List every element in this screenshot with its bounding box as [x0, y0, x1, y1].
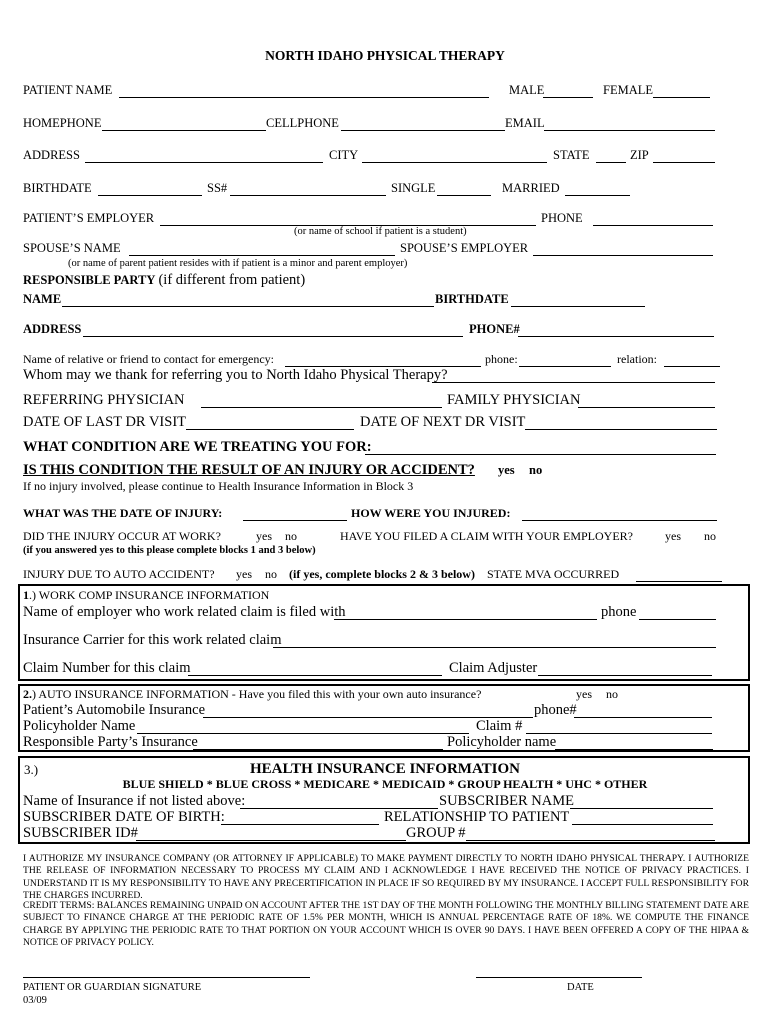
signature-label: PATIENT OR GUARDIAN SIGNATURE — [23, 982, 202, 993]
ss-label: SS# — [207, 181, 228, 195]
ss-field[interactable] — [230, 181, 386, 196]
last-visit-field[interactable] — [186, 415, 354, 430]
block1-claim-number-label: Claim Number for this claim — [23, 660, 191, 676]
spouse-note: (or name of parent patient resides with if patient is a minor and parent employer) — [68, 258, 408, 269]
block3-relationship-field[interactable] — [572, 810, 713, 825]
block2-phone-label: phone# — [534, 702, 577, 718]
block3-relationship-label: RELATIONSHIP TO PATIENT — [384, 809, 570, 825]
block2-number: 2. — [23, 687, 32, 701]
address-label: ADDRESS — [23, 148, 80, 162]
referral-field[interactable] — [432, 368, 715, 383]
employer-label: PATIENT’S EMPLOYER — [23, 211, 155, 225]
block2-policyholder-name-label: Policyholder name — [447, 734, 557, 750]
employer-phone-label: PHONE — [541, 211, 583, 225]
relative-phone-label: phone: — [485, 352, 518, 366]
responsible-phone-label: PHONE# — [469, 322, 520, 336]
patient-name-field[interactable] — [119, 83, 489, 98]
married-field[interactable] — [565, 181, 630, 196]
homephone-field[interactable] — [102, 116, 266, 131]
single-label: SINGLE — [391, 181, 436, 195]
date-line[interactable] — [476, 963, 642, 978]
responsible-name-label: NAME — [23, 292, 62, 306]
form-title: NORTH IDAHO PHYSICAL THERAPY — [265, 48, 505, 63]
block2-heading — [23, 687, 481, 702]
city-label: CITY — [329, 148, 359, 162]
block2-claim-label: Claim # — [476, 718, 523, 734]
block1-phone-field[interactable] — [639, 605, 716, 620]
claim-filed-label: HAVE YOU FILED A CLAIM WITH YOUR EMPLOYER? — [340, 529, 633, 543]
at-work-yes[interactable]: yes — [256, 529, 272, 543]
block3-subscriber-name-label: SUBSCRIBER NAME — [439, 793, 574, 809]
block2-policyholder-name-field[interactable] — [555, 735, 713, 750]
block3-insurance-name-label: Name of Insurance if not listed above: — [23, 793, 246, 809]
block2-responsible-field[interactable] — [193, 735, 443, 750]
injury-date-field[interactable] — [243, 506, 347, 521]
employer-note: (or name of school if patient is a student) — [294, 226, 467, 237]
birthdate-label: BIRTHDATE — [23, 181, 92, 195]
cellphone-label: CELLPHONE — [266, 116, 339, 130]
zip-label: ZIP — [630, 148, 649, 162]
block2-auto-insurance-label: Patient’s Automobile Insurance — [23, 702, 206, 718]
address-field[interactable] — [85, 148, 323, 163]
city-field[interactable] — [362, 148, 547, 163]
email-label: EMAIL — [505, 116, 545, 130]
block1-heading-text: .) WORK COMP INSURANCE INFORMATION — [29, 588, 270, 602]
block3-subscriber-id-label: SUBSCRIBER ID# — [23, 825, 138, 841]
block3-number: 3.) — [24, 762, 39, 777]
spouse-employer-label: SPOUSE’S EMPLOYER — [400, 241, 529, 255]
block1-phone-label: phone — [601, 604, 637, 620]
responsible-birthdate-label: BIRTHDATE — [435, 292, 509, 306]
block2-claim-field[interactable] — [526, 719, 712, 734]
block1-employer-label: Name of employer who work related claim is filed with — [23, 604, 346, 620]
email-field[interactable] — [544, 116, 715, 131]
block3-subscriber-name-field[interactable] — [570, 794, 713, 809]
family-physician-label: FAMILY PHYSICIAN — [447, 392, 581, 408]
injury-date-label: WHAT WAS THE DATE OF INJURY: — [23, 506, 223, 520]
relative-label: Name of relative or friend to contact for emergency: — [23, 352, 274, 366]
responsible-heading-text: RESPONSIBLE PARTY — [23, 273, 156, 287]
responsible-phone-field[interactable] — [518, 322, 714, 337]
auto-label: INJURY DUE TO AUTO ACCIDENT? — [23, 567, 215, 581]
single-field[interactable] — [437, 181, 491, 196]
state-field[interactable] — [596, 148, 626, 163]
responsible-heading-note: (if different from patient) — [158, 272, 306, 288]
date-label: DATE — [567, 982, 594, 993]
block3-insurance-name-field[interactable] — [240, 794, 438, 809]
female-label: FEMALE — [603, 83, 653, 97]
at-work-label: DID THE INJURY OCCUR AT WORK? — [23, 529, 221, 543]
block2-policyholder-field[interactable] — [137, 719, 469, 734]
how-injured-label: HOW WERE YOU INJURED: — [351, 506, 511, 520]
block3-group-field[interactable] — [466, 826, 715, 841]
family-physician-field[interactable] — [578, 393, 715, 408]
block2-policyholder-label: Policyholder Name — [23, 718, 136, 734]
relative-phone-field[interactable] — [519, 352, 611, 367]
revision-label: 03/09 — [23, 995, 47, 1006]
block2-responsible-label: Responsible Party’s Insurance — [23, 734, 198, 750]
block1-adjuster-label: Claim Adjuster — [449, 660, 538, 676]
responsible-address-field[interactable] — [83, 322, 463, 337]
signature-line[interactable] — [23, 963, 310, 978]
block2-phone-field[interactable] — [574, 703, 712, 718]
last-visit-label: DATE OF LAST DR VISIT — [23, 414, 187, 430]
homephone-label: HOMEPHONE — [23, 116, 102, 130]
injury-no[interactable]: no — [529, 463, 543, 477]
cellphone-field[interactable] — [341, 116, 505, 131]
injury-yes[interactable]: yes — [498, 463, 515, 477]
how-injured-field[interactable] — [522, 506, 717, 521]
block3-subscriber-id-field[interactable] — [136, 826, 406, 841]
claim-filed-yes[interactable]: yes — [665, 529, 681, 543]
mva-field[interactable] — [636, 567, 722, 582]
block3-group-label: GROUP # — [406, 825, 466, 841]
male-field[interactable] — [543, 83, 593, 98]
auto-no[interactable]: no — [265, 567, 277, 581]
block3-subscriber-dob-label: SUBSCRIBER DATE OF BIRTH: — [23, 809, 225, 825]
next-visit-field[interactable] — [525, 415, 717, 430]
mva-label: STATE MVA OCCURRED — [487, 567, 620, 581]
block1-adjuster-field[interactable] — [538, 661, 712, 676]
treating-label: WHAT CONDITION ARE WE TREATING YOU FOR: — [23, 439, 372, 455]
block2-heading-text: ) AUTO INSURANCE INFORMATION - Have you filed this with your own auto insurance? — [32, 687, 482, 701]
block1-claim-number-field[interactable] — [188, 661, 442, 676]
responsible-birthdate-field[interactable] — [511, 292, 645, 307]
referring-physician-label: REFERRING PHYSICIAN — [23, 392, 185, 408]
claim-filed-no[interactable]: no — [704, 529, 716, 543]
employer-field[interactable] — [160, 211, 536, 226]
block1-carrier-field[interactable] — [273, 633, 716, 648]
block3-subscriber-dob-field[interactable] — [221, 810, 379, 825]
at-work-no[interactable]: no — [285, 529, 297, 543]
referring-physician-field[interactable] — [201, 393, 442, 408]
block2-auto-insurance-field[interactable] — [203, 703, 533, 718]
spouse-name-field[interactable] — [129, 241, 395, 256]
responsible-heading — [23, 273, 305, 288]
female-field[interactable] — [653, 83, 710, 98]
married-label: MARRIED — [502, 181, 560, 195]
zip-field[interactable] — [653, 148, 715, 163]
block1-heading — [23, 588, 269, 603]
block3-carriers: BLUE SHIELD * BLUE CROSS * MEDICARE * MEDICAID * GROUP HEALTH * UHC * OTHER — [122, 777, 648, 791]
block2-yes[interactable]: yes — [576, 687, 592, 701]
birthdate-field[interactable] — [98, 181, 202, 196]
authorization-paragraph: I AUTHORIZE MY INSURANCE COMPANY (OR ATTORNEY IF APPLICABLE) TO MAKE PAYMENT DIRECTLY TO NORTH IDAHO PHYSICAL THERAPY. I AUTHORIZE THE RELEASE OF INFORMATION NECESSARY TO PROCESS MY CLAIM AND I ACKNOWLEDGE I HAVE RECEIVED THE NOTICE OF PRIVACY PRACTICES. I UNDERSTAND IT IS MY RESPONSIBILITY TO HAVE ANY PRECERTIFICATION IN PLACE IF SO REQUIRED BY MY INSURANCE. I ACCEPT FULL RESPONSIBILITY FOR THE CHARGES INCURRED. — [23, 853, 749, 902]
work-note: (if you answered yes to this please complete blocks 1 and 3 below) — [23, 545, 316, 556]
auto-yes[interactable]: yes — [236, 567, 252, 581]
next-visit-label: DATE OF NEXT DR VISIT — [360, 414, 526, 430]
block1-number: 1 — [23, 588, 29, 602]
male-label: MALE — [509, 83, 545, 97]
credit-terms-paragraph: CREDIT TERMS: BALANCES REMAINING UNPAID ON ACCOUNT AFTER THE 1ST DAY OF THE MONTH FOLLOWING THE MONTHLY BILLING STATEMENT DATE ARE SUBJECT TO FINANCE CHARGE AT THE PERIODIC RATE OF 1.5% PER MONTH, WHICH IS ANNUAL PERCENTAGE RATE OF 18%. WE COMPUTE THE FINANCE CHARGE BY APPLYING THE PERIODIC RATE TO THAT PORTION ON YOUR ACCOUNT WHICH IS OVER 90 DAYS. I HAVE BEEN OFFERED A COPY OF THE HIPAA & NOTICE OF PRIVACY POLICY. — [23, 900, 749, 949]
responsible-address-label: ADDRESS — [23, 322, 82, 336]
block2-no[interactable]: no — [606, 687, 618, 701]
state-label: STATE — [553, 148, 590, 162]
block1-carrier-label: Insurance Carrier for this work related claim — [23, 632, 282, 648]
auto-note: (if yes, complete blocks 2 & 3 below) — [289, 567, 475, 581]
responsible-name-field[interactable] — [62, 292, 434, 307]
no-injury-note: If no injury involved, please continue to Health Insurance Information in Block 3 — [23, 479, 414, 493]
patient-name-label: PATIENT NAME — [23, 83, 113, 97]
relation-label: relation: — [617, 352, 657, 366]
spouse-name-label: SPOUSE’S NAME — [23, 241, 121, 255]
block3-heading: HEALTH INSURANCE INFORMATION — [249, 761, 521, 777]
referral-question: Whom may we thank for referring you to North Idaho Physical Therapy? — [23, 367, 448, 383]
treating-field[interactable] — [365, 440, 716, 455]
relation-field[interactable] — [664, 352, 720, 367]
block1-employer-field[interactable] — [334, 605, 597, 620]
relative-field[interactable] — [285, 352, 481, 367]
injury-question: IS THIS CONDITION THE RESULT OF AN INJURY OR ACCIDENT? — [23, 462, 475, 478]
employer-phone-field[interactable] — [593, 211, 713, 226]
spouse-employer-field[interactable] — [533, 241, 713, 256]
